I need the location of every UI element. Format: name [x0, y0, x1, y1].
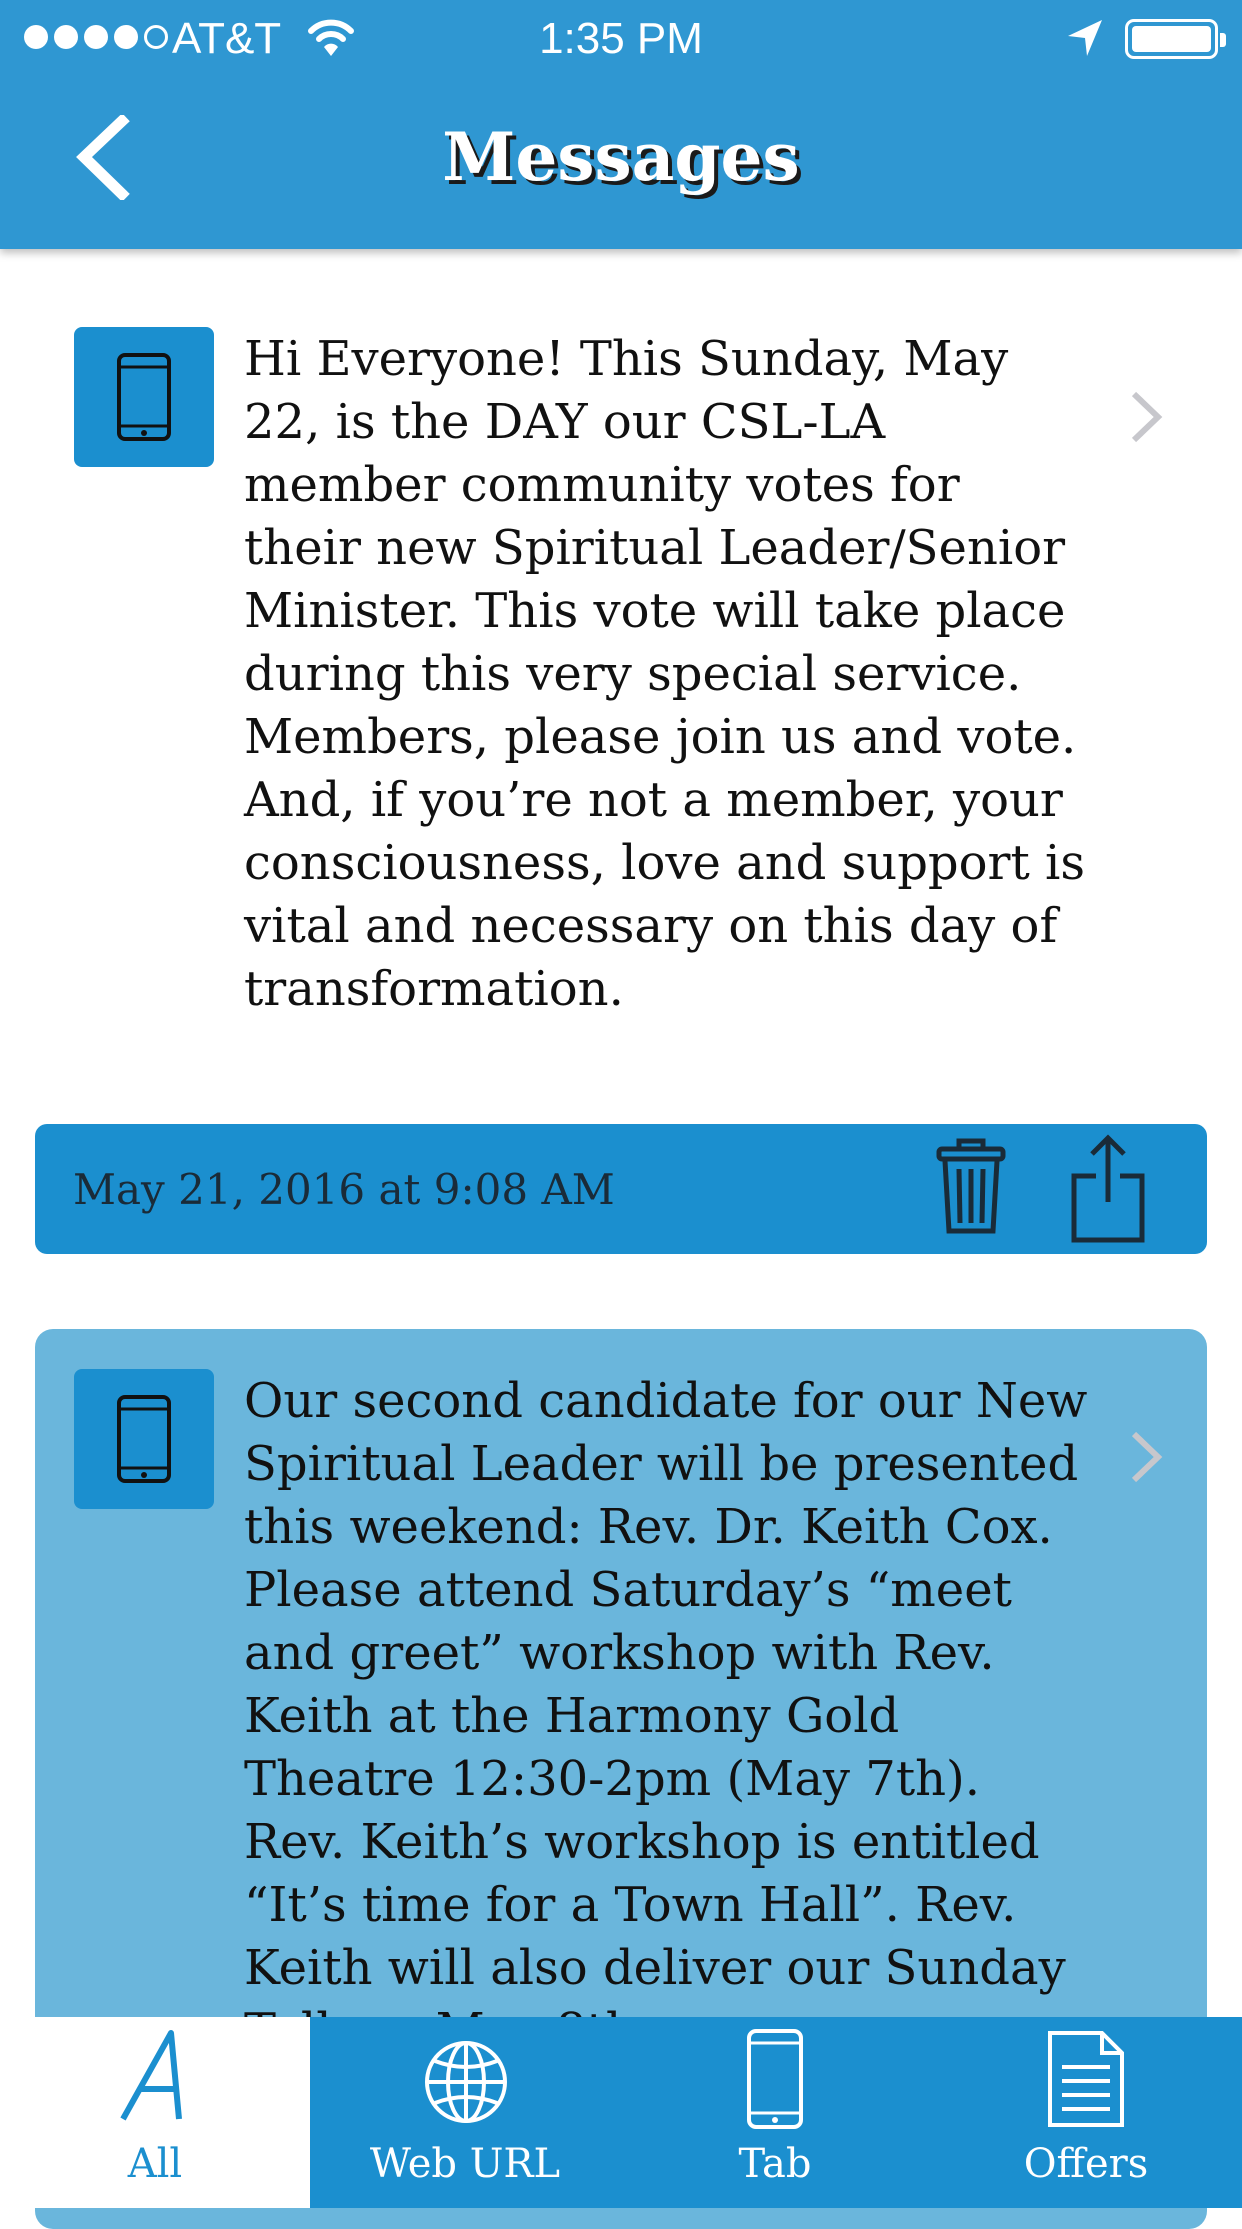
- tablet-icon: [74, 327, 214, 467]
- location-arrow-icon: [1066, 18, 1104, 58]
- status-bar: [0, 0, 1242, 80]
- battery-icon: [1125, 19, 1218, 59]
- chevron-right-icon: [1128, 390, 1164, 444]
- message-meta-bar: [35, 1124, 1207, 1254]
- carrier-label: AT&T: [172, 14, 282, 63]
- tab-all[interactable]: [0, 2017, 310, 2208]
- tab-label: All: [127, 2141, 183, 2187]
- tab-offers[interactable]: [930, 2017, 1242, 2208]
- letter-a-icon: [115, 2027, 201, 2127]
- tab-web-url[interactable]: [310, 2017, 620, 2208]
- document-icon: [1046, 2029, 1126, 2129]
- message-text: Our second candidate for our New Spiritual Leader will be presented this weekend: Rev. Dr. Keith Cox. Please attend Saturday’s “meet and greet” workshop with Rev. Keith at the Harmony Gold Theatre 12:30-2pm (May 7th). Rev. Keith’s workshop is entitled “It’s time for a Town Hall”. Rev. Keith will also deliver our Sunday: [244, 1373, 1088, 1996]
- nav-header: [0, 0, 1242, 249]
- tab-label: Offers: [1023, 2141, 1149, 2187]
- page-title: Messages: [442, 118, 800, 196]
- tab-bar: [0, 2017, 1242, 2208]
- message-text: Hi Everyone! This Sunday, May 22, is the DAY our CSL-LA member community votes for their new Spiritual Leader/Senior Minister. This vote will take place during this very special service. Members, please join us and vote. And, if you’re not a member, your consciousness, love and support is vital and necessary on this day of transformation.: [244, 331, 1086, 1017]
- chevron-right-icon: [1128, 1430, 1164, 1484]
- tab-tab[interactable]: [620, 2017, 930, 2208]
- share-icon[interactable]: [1070, 1134, 1146, 1244]
- tab-label: Tab: [738, 2141, 812, 2187]
- tab-label: Web URL: [369, 2141, 561, 2187]
- tablet-icon: [74, 1369, 214, 1509]
- message-date: May 21, 2016 at 9:08 AM: [73, 1165, 615, 1214]
- globe-icon: [423, 2039, 509, 2125]
- tablet-icon: [743, 2027, 807, 2131]
- trash-icon[interactable]: [935, 1137, 1007, 1237]
- clock: 1:35 PM: [539, 14, 703, 63]
